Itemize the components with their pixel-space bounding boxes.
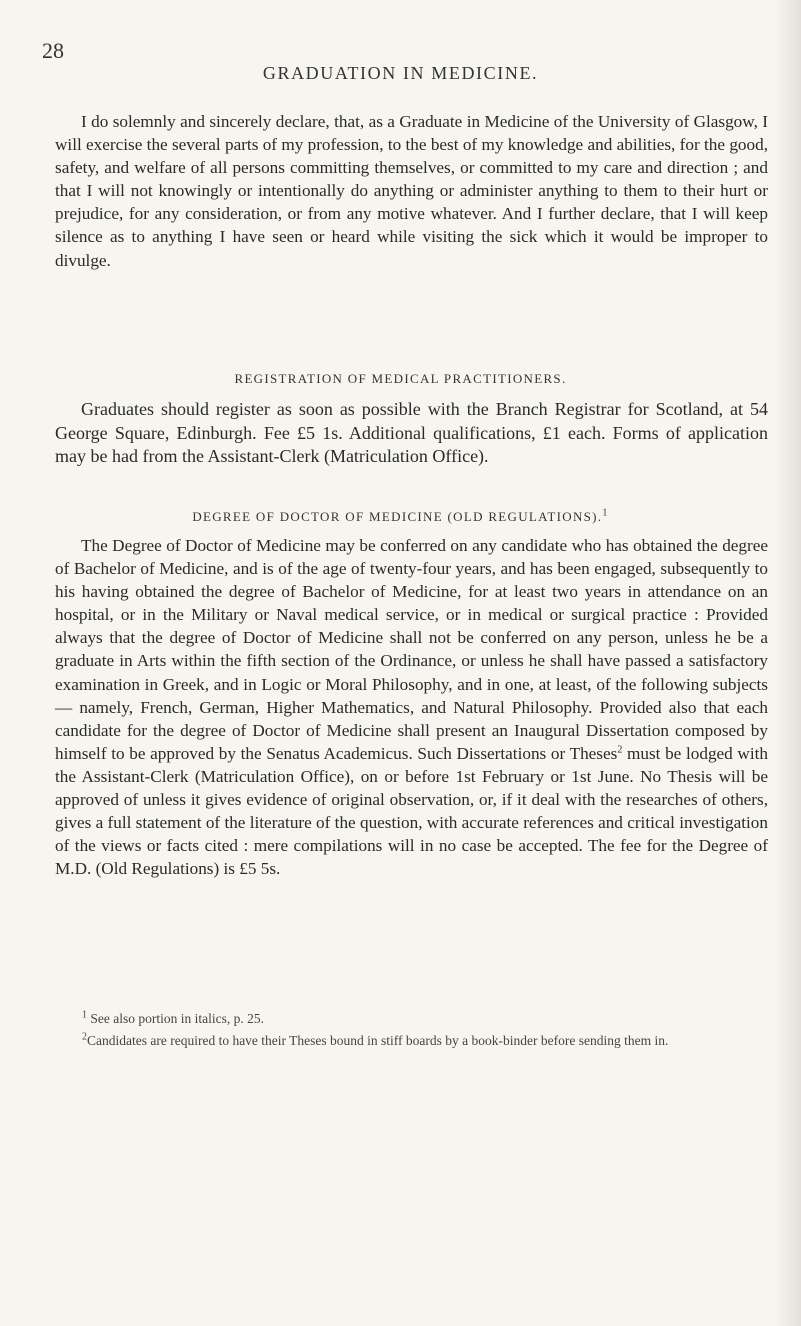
doctorate-text-part-1: The Degree of Doctor of Medicine may be conferred on any candidate who has obtained the degree of Bachelor of Medicine, and is of the age of twenty-four years, and has been engaged, subsequently to his having obtained the degree of Bachelor of Medicine, for at least two years in attendance on an hospital, or in the Military or Naval medical service, or in medical or surgical practice : Provided always that the degree of Doctor of Medicine shall not be conferred on any person, unless he be a graduate in Arts within the fifth section of the Ordinance, or unless he shall have passed a satisfactory examination in Greek, and in Logic or Moral Philosophy, and in one, at least, of the following subjects— namely, French, German, Higher Mathematics, and Natural Philosophy. Provided also that each candidate for the degree of Doctor of Medicine shall present an Inaugural Dissertation composed by himself to be approved by the Senatus Academicus. Such Dissertations or Theses [55,536,768,763]
footnote-2-mark: 2 [82,1031,87,1043]
footnote-2 [82,1031,768,1050]
footnote-1 [82,1009,768,1028]
footnote-1-text: See also portion in italics, p. 25. [87,1011,264,1026]
doctorate-heading-text: DEGREE OF DOCTOR OF MEDICINE (OLD REGULATIONS). [192,509,603,524]
footnote-1-mark: 1 [82,1009,87,1021]
running-title: GRADUATION IN MEDICINE. [262,63,539,83]
doctorate-paragraph [55,534,768,880]
doctorate-heading [0,509,801,525]
registration-paragraph: Graduates should register as soon as possible with the Branch Registrar for Scotland, at 54 George Square, Edinburgh. Fee £5 1s. Additional qualifications, £1 each. Forms of application may be had from the Assistant-Clerk (Matriculation Office). [55,399,768,466]
footnote-ref-2: 2 [617,744,623,756]
registration-heading: REGISTRATION OF MEDICAL PRACTITIONERS. [234,371,567,386]
declaration-paragraph: I do solemnly and sincerely declare, that, as a Graduate in Medicine of the University of Glasgow, I will exercise the several parts of my profession, to the best of my knowledge and abilities, for the good, safety, and welfare of all persons committing themselves, or committed to my care and direction ; and that I will not knowingly or intentionally do anything or administer anything to them to their hurt or prejudice, for any consideration, or from any motive whatever. And I further declare, that I will keep silence as to anything I have seen or heard while visiting the sick which it would be improper to divulge. [55,112,768,270]
footnote-2-text: Candidates are required to have their Theses bound in stiff boards by a book-binder before sending them in. [87,1033,669,1048]
page-number: 28 [42,38,64,63]
page-edge-shadow [775,0,801,1326]
footnote-ref-1: 1 [602,507,609,519]
doctorate-text-part-2: must be lodged with the Assistant-Clerk (Matriculation Office), on or before 1st February or 1st June. No Thesis will be approved of unless it gives evidence of original observation, or, if it deal with the researches of others, gives a full statement of the literature of the question, with accurate references and critical investigation of the views or facts cited : mere compilations will in no case be accepted. The fee for the Degree of M.D. (Old Regulations) is £5 5s. [55,743,768,879]
